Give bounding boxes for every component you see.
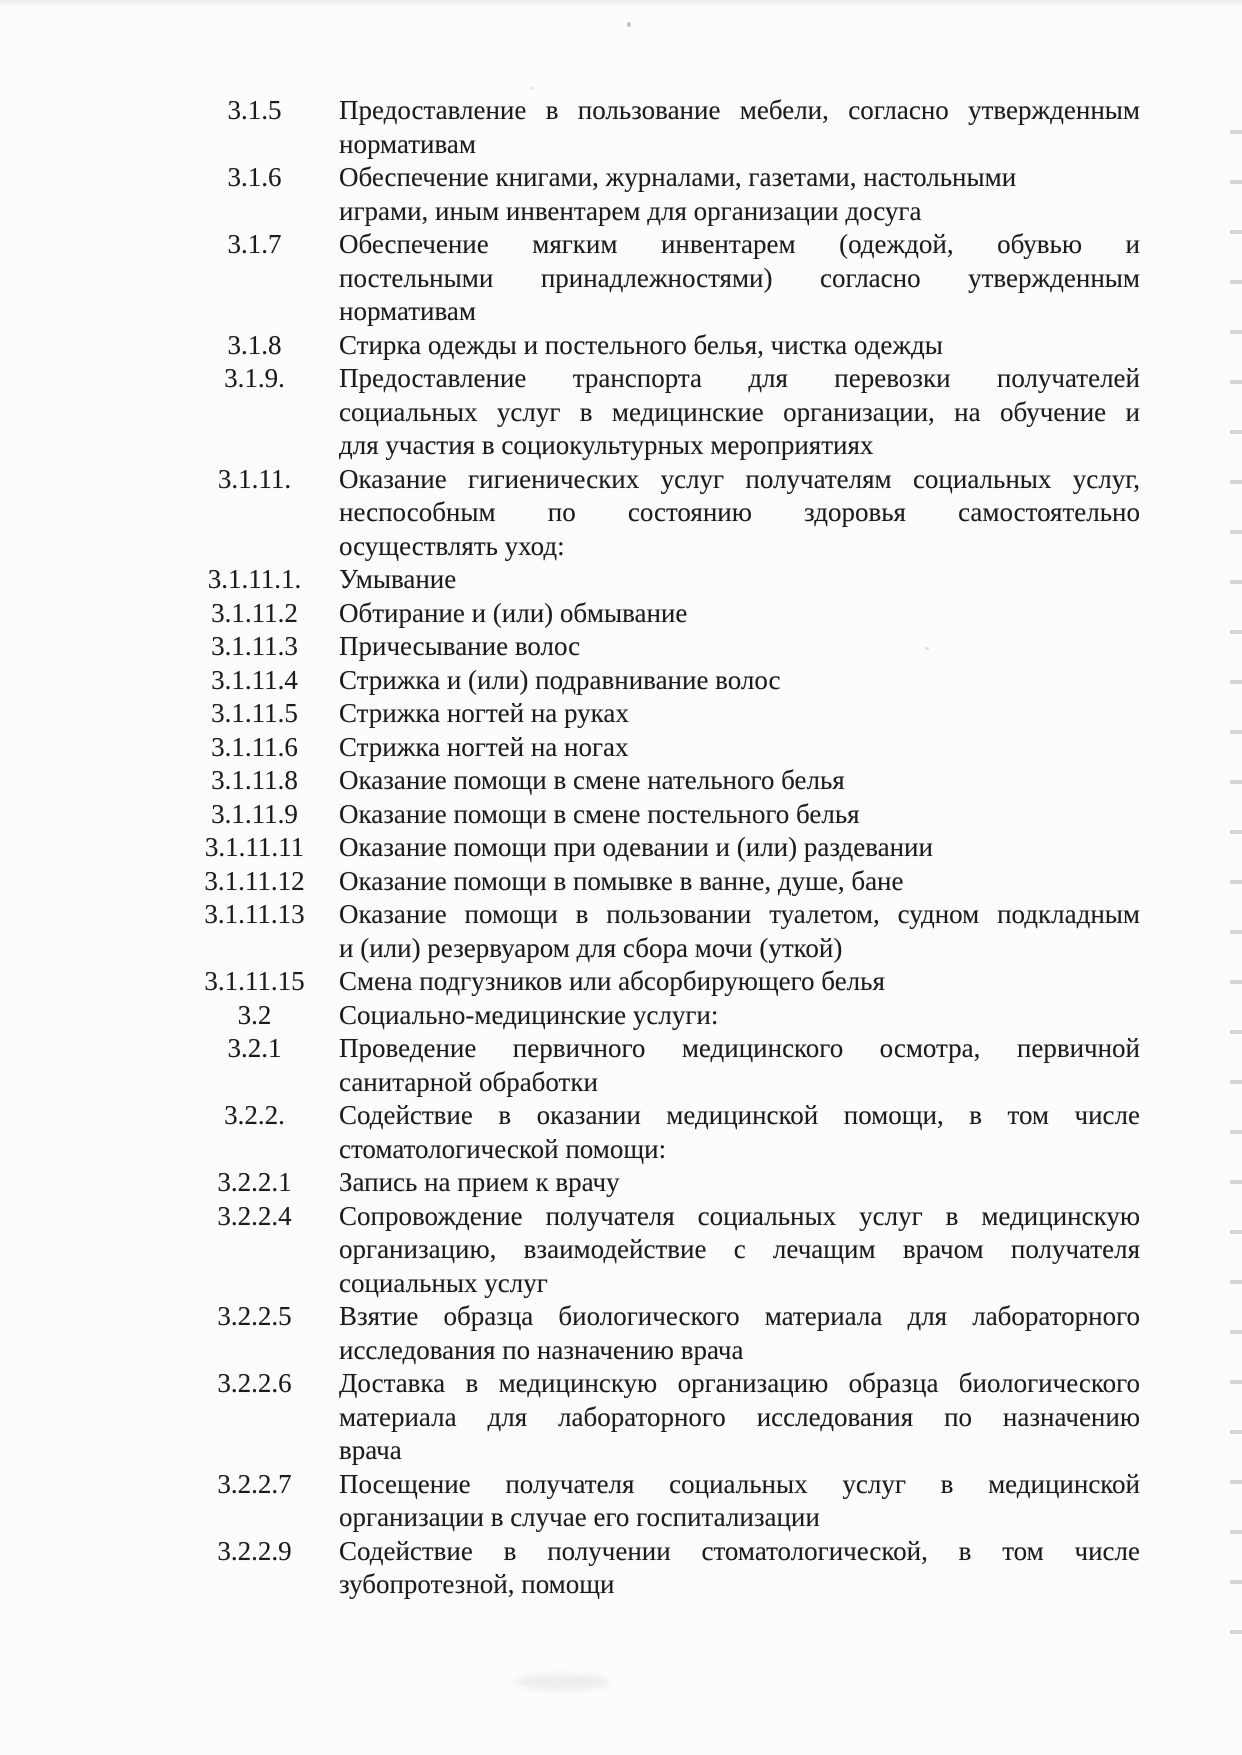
item-text — [339, 697, 1140, 731]
item-text — [339, 798, 1140, 832]
list-item — [0, 1535, 1242, 1602]
item-text-line: Предоставление в пользование мебели, согласно утвержденным — [339, 95, 1140, 125]
item-number: 3.2.1 — [227, 1033, 282, 1063]
item-text-line: Доставка в медицинскую организацию образца биологического — [339, 1368, 1140, 1398]
item-text-line: Оказание помощи в смене нательного белья — [339, 765, 845, 795]
list-item — [0, 1032, 1242, 1099]
item-text — [339, 1535, 1140, 1602]
item-text — [339, 329, 1140, 363]
list-item — [0, 1099, 1242, 1166]
item-text — [339, 630, 1140, 664]
item-text-line: неспособным по состоянию здоровья самостоятельно — [339, 497, 1140, 527]
list-item — [0, 697, 1242, 731]
item-text-line: организацию, взаимодействие с лечащим врачом получателя — [339, 1234, 1140, 1264]
list-item — [0, 1367, 1242, 1468]
scan-speck — [530, 87, 533, 90]
item-text-line: Социально-медицинские услуги: — [339, 999, 719, 1030]
list-item — [0, 362, 1242, 463]
item-text-line: Оказание помощи при одевании и (или) раздевании — [339, 832, 933, 862]
item-text-line: Посещение получателя социальных услуг в медицинской — [339, 1468, 1140, 1499]
item-text-line: постельными принадлежностями) согласно утвержденным — [339, 262, 1140, 293]
item-text-line: социальных услуг в медицинские организации, на обучение и — [339, 396, 1140, 427]
item-number: 3.1.11.9 — [211, 798, 298, 829]
item-number: 3.2 — [237, 999, 272, 1030]
item-text-line: Оказание помощи в пользовании туалетом, судном подкладным — [339, 899, 1140, 929]
item-text — [339, 1099, 1140, 1166]
item-number: 3.2.2.7 — [217, 1468, 292, 1499]
item-text-line: исследования по назначению врача — [339, 1334, 744, 1365]
item-text — [339, 865, 1140, 899]
item-text — [339, 228, 1140, 329]
item-text — [339, 1367, 1140, 1468]
item-text-line: Предоставление транспорта для перевозки получателей — [339, 363, 1140, 393]
item-text — [339, 463, 1140, 564]
item-number: 3.1.11.8 — [211, 765, 298, 795]
item-text-line: Обтирание и (или) обмывание — [339, 597, 688, 628]
item-number: 3.1.11.3 — [211, 631, 298, 661]
list-item — [0, 463, 1242, 564]
item-text-line: играми, иным инвентарем для организации досуга — [339, 195, 922, 226]
item-number: 3.2.2.6 — [217, 1368, 292, 1398]
item-text — [339, 1468, 1140, 1535]
item-text-line: Причесывание волос — [339, 631, 581, 661]
item-text-line: и (или) резервуаром для сбора мочи (уткой) — [339, 932, 843, 963]
list-item — [0, 1468, 1242, 1535]
item-number: 3.1.6 — [227, 162, 282, 192]
item-text-line: стоматологической помощи: — [339, 1133, 667, 1164]
list-item — [0, 563, 1242, 597]
item-text — [339, 1166, 1140, 1200]
item-text — [339, 563, 1140, 597]
list-item — [0, 898, 1242, 965]
scan-speck — [925, 647, 929, 650]
item-text-line: организации в случае его госпитализации — [339, 1502, 820, 1532]
scan-top-edge-artifact — [0, 0, 1242, 7]
item-number: 3.1.11.6 — [211, 731, 298, 762]
item-number: 3.1.11.4 — [211, 664, 298, 695]
list-item — [0, 1166, 1242, 1200]
item-number: 3.1.11.11 — [204, 832, 305, 862]
list-item — [0, 228, 1242, 329]
item-number: 3.1.11.1. — [207, 564, 302, 594]
item-text — [339, 1300, 1140, 1367]
item-text — [339, 362, 1140, 463]
item-text-line: санитарной обработки — [339, 1066, 598, 1097]
list-item — [0, 999, 1242, 1033]
item-number: 3.2.2. — [224, 1100, 285, 1130]
item-number: 3.1.11.12 — [204, 865, 305, 896]
item-text — [339, 597, 1140, 631]
item-text — [339, 831, 1140, 865]
scan-speck — [627, 22, 631, 27]
item-text — [339, 764, 1140, 798]
item-number: 3.1.7 — [227, 229, 282, 259]
list-item — [0, 1200, 1242, 1301]
list-item — [0, 865, 1242, 899]
item-text — [339, 664, 1140, 698]
item-text-line: Стрижка и (или) подравнивание волос — [339, 664, 781, 695]
item-text-line: Оказание помощи в смене постельного белья — [339, 798, 860, 829]
list-item — [0, 764, 1242, 798]
item-text-line: Оказание помощи в помывке в ванне, душе, бане — [339, 865, 904, 896]
list-item — [0, 630, 1242, 664]
item-text-line: Обеспечение мягким инвентарем (одеждой, обувью и — [339, 229, 1140, 259]
item-number: 3.1.11.2 — [211, 597, 298, 628]
list-item — [0, 94, 1242, 161]
scan-right-edge-dashes — [1230, 130, 1242, 1660]
item-text — [339, 965, 1140, 999]
item-number: 3.1.11.13 — [204, 899, 305, 929]
item-text — [339, 731, 1140, 765]
item-text-line: Содействие в получении стоматологической, в том числе — [339, 1535, 1140, 1566]
item-text-line: Оказание гигиенических услуг получателям социальных услуг, — [339, 463, 1140, 494]
item-text-line: Проведение первичного медицинского осмотра, первичной — [339, 1033, 1140, 1063]
item-text-line: нормативам — [339, 128, 476, 159]
list-item — [0, 664, 1242, 698]
list-item — [0, 731, 1242, 765]
item-number: 3.1.9. — [224, 363, 285, 393]
list-item — [0, 965, 1242, 999]
item-text-line: Стрижка ногтей на ногах — [339, 731, 629, 762]
item-text — [339, 898, 1140, 965]
item-text-line: для участия в социокультурных мероприятиях — [339, 430, 874, 460]
item-text-line: Взятие образца биологического материала для лабораторного — [339, 1301, 1140, 1331]
item-number: 3.1.8 — [227, 329, 282, 360]
item-number: 3.1.5 — [227, 95, 282, 125]
list-item — [0, 161, 1242, 228]
scan-smudge — [515, 1674, 610, 1690]
item-text-line: Смена подгузников или абсорбирующего белья — [339, 966, 885, 996]
item-text — [339, 1032, 1140, 1099]
item-text-line: врача — [339, 1435, 402, 1465]
item-text — [339, 94, 1140, 161]
item-text-line: Сопровождение получателя социальных услуг в медицинскую — [339, 1200, 1140, 1231]
item-text-line: Обеспечение книгами, журналами, газетами, настольными — [339, 162, 1017, 192]
item-number: 3.2.2.1 — [217, 1167, 292, 1197]
item-text-line: Стрижка ногтей на руках — [339, 698, 629, 728]
item-text-line: Запись на прием к врачу — [339, 1167, 620, 1197]
list-item — [0, 1300, 1242, 1367]
list-item — [0, 329, 1242, 363]
item-text-line: социальных услуг — [339, 1267, 548, 1298]
item-number: 3.1.11. — [217, 463, 292, 494]
item-number: 3.2.2.5 — [217, 1301, 292, 1331]
item-text-line: нормативам — [339, 296, 476, 326]
item-text — [339, 161, 1140, 228]
item-number: 3.1.11.5 — [211, 698, 298, 728]
item-text-line: Содействие в оказании медицинской помощи, в том числе — [339, 1100, 1140, 1130]
item-text-line: Умывание — [339, 564, 457, 594]
item-text — [339, 999, 1140, 1033]
item-text-line: осуществлять уход: — [339, 530, 565, 561]
list-item — [0, 798, 1242, 832]
item-text-line: материала для лабораторного исследования по назначению — [339, 1401, 1140, 1432]
item-text-line: зубопротезной, помощи — [339, 1569, 615, 1599]
item-number: 3.2.2.4 — [217, 1200, 292, 1231]
list-item — [0, 831, 1242, 865]
item-number: 3.2.2.9 — [217, 1535, 292, 1566]
item-number: 3.1.11.15 — [204, 966, 305, 996]
item-text — [339, 1200, 1140, 1301]
item-text-line: Стирка одежды и постельного белья, чистка одежды — [339, 329, 943, 360]
service-list — [0, 94, 1242, 1602]
list-item — [0, 597, 1242, 631]
